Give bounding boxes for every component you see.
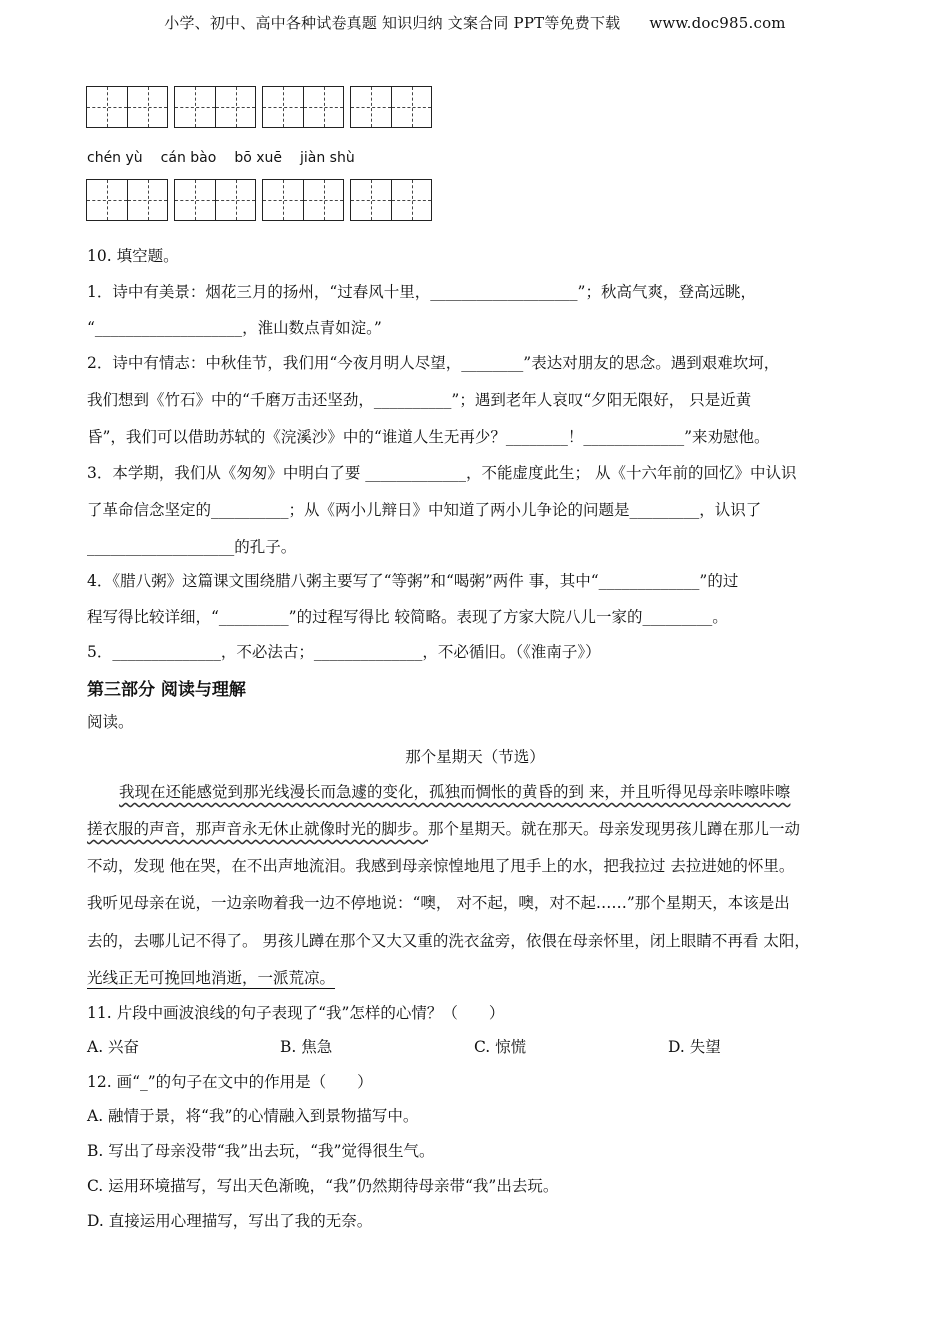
q11-stem: 11. 片段中画波浪线的句子表现了“我”怎样的心情？（ ） xyxy=(87,1004,505,1022)
writing-box[interactable] xyxy=(86,86,168,128)
q10-line: “___________________，淮山数点青如淀。” xyxy=(87,319,382,337)
q10-line: 程写得比较详细，“_________”的过程写得比 较简略。表现了方家大院八儿一家的_________。 xyxy=(87,608,728,626)
q11-option-a[interactable]: A. 兴奋 xyxy=(87,1038,140,1056)
q10-line: 4．《腊八粥》这篇课文围绕腊八粥主要写了“等粥”和“喝粥”两件 事，其中“_____________”的过 xyxy=(87,572,739,590)
wavy-sentence: 我现在还能感觉到那光线漫长而急遽的变化，孤独而惆怅的黄昏的到 来，并且听得见母亲咔嚓咔嚓 xyxy=(119,783,791,801)
q10-line: ___________________的孔子。 xyxy=(87,538,297,556)
q11-option-b[interactable]: B. 焦急 xyxy=(280,1038,333,1056)
pinyin-1: chén yù xyxy=(87,150,143,166)
passage-text: 那个星期天。就在那天。母亲发现男孩儿蹲在那儿一动 xyxy=(428,820,801,838)
writing-grid-row-1 xyxy=(86,86,432,128)
writing-grid-row-2 xyxy=(86,179,432,221)
section-title: 第三部分 阅读与理解 xyxy=(87,680,246,700)
reading-intro: 阅读。 xyxy=(87,713,134,731)
passage-line xyxy=(119,780,790,802)
q10-line: 我们想到《竹石》中的“千磨万击还坚劲，__________”；遇到老年人哀叹“夕阳无限好， 只是近黄 xyxy=(87,391,752,409)
passage-line: 去的，去哪儿记不得了。 男孩儿蹲在那个又大又重的洗衣盆旁，依偎在母亲怀里，闭上眼睛不再看 太阳， xyxy=(87,932,810,950)
writing-box[interactable] xyxy=(86,179,168,221)
writing-box[interactable] xyxy=(174,179,256,221)
writing-box[interactable] xyxy=(350,179,432,221)
header-text: 小学、初中、高中各种试卷真题 知识归纳 文案合同 PPT等免费下载 xyxy=(164,14,621,32)
q11-option-c[interactable]: C. 惊慌 xyxy=(474,1038,527,1056)
q10-line: 昏”，我们可以借助苏轼的《浣溪沙》中的“谁道人生无再少？________！_____________”来劝慰他。 xyxy=(87,428,770,446)
q10-line: 了革命信念坚定的__________；从《两小儿辩日》中知道了两小儿争论的问题是_________，认识了 xyxy=(87,501,762,519)
q12-option-b[interactable]: B. 写出了母亲没带“我”出去玩，“我”觉得很生气。 xyxy=(87,1142,435,1160)
pinyin-2: cán bào xyxy=(160,150,217,166)
pinyin-row xyxy=(87,150,373,166)
header-url[interactable]: www.doc985.com xyxy=(649,14,786,32)
wavy-sentence: 搓衣服的声音，那声音永无休止就像时光的脚步。 xyxy=(87,820,429,838)
q12-option-d[interactable]: D. 直接运用心理描写，写出了我的无奈。 xyxy=(87,1212,373,1230)
q10-line: 2．诗中有情志：中秋佳节，我们用“今夜月明人尽望，________”表达对朋友的思念。遇到艰难坎坷， xyxy=(87,354,780,372)
page-header xyxy=(0,12,950,33)
q10-line: 3．本学期，我们从《匆匆》中明白了要 _____________，不能虚度此生； 从《十六年前的回忆》中认识 xyxy=(87,464,797,482)
passage-line xyxy=(87,817,800,839)
pinyin-4: jiàn shù xyxy=(300,150,355,166)
q11-option-d[interactable]: D. 失望 xyxy=(668,1038,721,1056)
q12-stem: 12. 画“_”的句子在文中的作用是（ ） xyxy=(87,1073,373,1091)
underlined-sentence: 光线正无可挽回地消逝，一派荒凉。 xyxy=(87,969,336,987)
q12-option-a[interactable]: A. 融情于景，将“我”的心情融入到景物描写中。 xyxy=(87,1107,419,1125)
passage-title: 那个星期天（节选） xyxy=(405,748,545,766)
passage-line xyxy=(87,966,335,988)
writing-box[interactable] xyxy=(262,86,344,128)
pinyin-3: bō xuē xyxy=(234,150,282,166)
q10-line: 1．诗中有美景：烟花三月的扬州，“过春风十里，___________________”；秋高气爽，登高远眺， xyxy=(87,283,756,301)
q10-title: 10. 填空题。 xyxy=(87,247,179,265)
q12-option-c[interactable]: C. 运用环境描写，写出天色渐晚，“我”仍然期待母亲带“我”出去玩。 xyxy=(87,1177,559,1195)
writing-box[interactable] xyxy=(174,86,256,128)
q10-line: 5．______________，不必法古；______________，不必循旧。（《淮南子》） xyxy=(87,643,601,661)
passage-line: 不动，发现 他在哭，在不出声地流泪。我感到母亲惊惶地甩了甩手上的水，把我拉过 去拉进她的怀里。 xyxy=(87,857,795,875)
passage-line: 我听见母亲在说，一边亲吻着我一边不停地说：“噢， 对不起，噢，对不起……”那个星期天，本该是出 xyxy=(87,894,790,912)
writing-box[interactable] xyxy=(350,86,432,128)
writing-box[interactable] xyxy=(262,179,344,221)
